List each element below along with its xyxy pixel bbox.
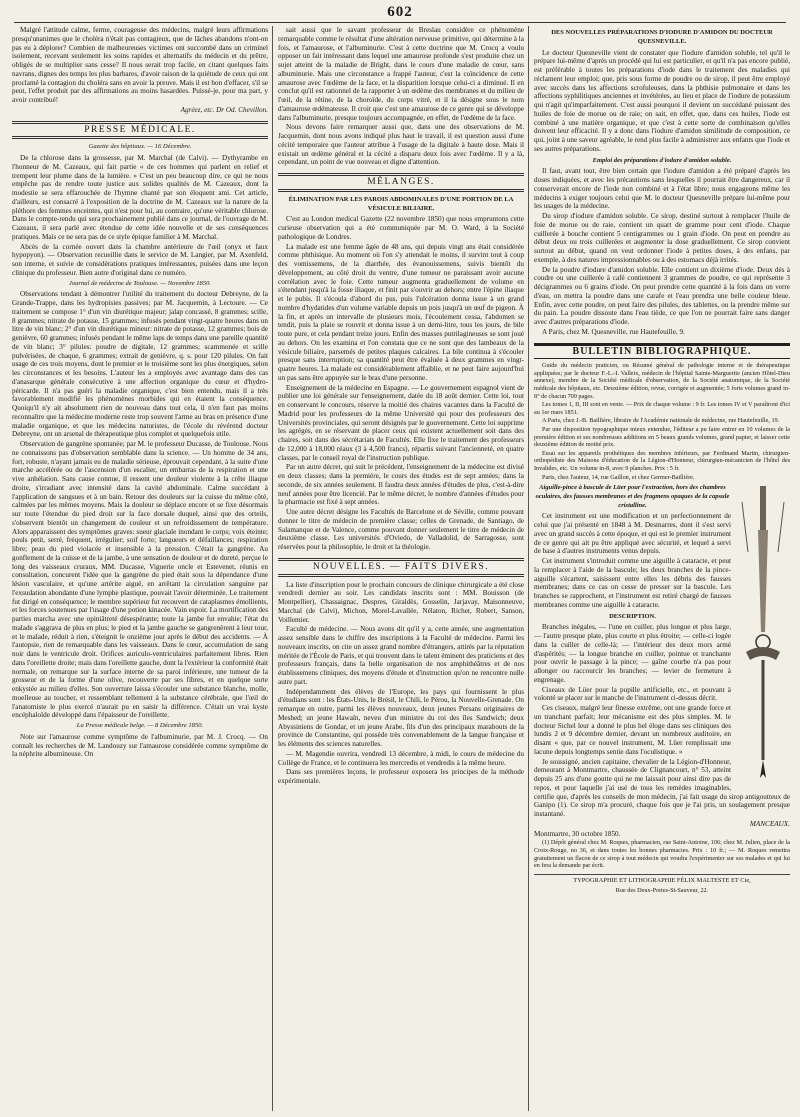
article-paragraph: Cet instrument s'introduit comme une aiguille à cataracte, et peut la remplacer à l'aide de la bascule; les deux branches de la pince-aiguille s'écartent, saisissent entre elles les débris des fausses membranes; dans ce cas on cesse de presser sur la bascule. Les branches se rapprochent, et l'instrument est retiré chargé de fausses membranes comme une aiguille à cataracte. xyxy=(534,557,731,609)
article-paragraph: Nous devons faire remarquer aussi que, dans une des observations de M. Jacquemin, dont nous avons indiqué plus haut le travail, il est question aussi d'une cécité temporaire que l'auteur attribue à l'usage de la digitale à haute dose. Mais il existait un œdème général et la cécité a disparu deux fois avec l'œdème. Il y a là, cependant, un point de vue nouveau et digne d'attention. xyxy=(278,123,524,167)
footnote: (1) Dépôt général chez M. Roques, pharmacien, rue Saint-Antoine, 106; chez M. Julien, place de la Croix-Rouge, no 36, et dans toutes les bonnes pharmacies. Prix : 10 fr.; — M. Roques remettra gratuitement un flacon de ce sirop à tout médecin qui voudra l'expérimenter sur ses malades et qui lui en fera la demande par écrit. xyxy=(534,839,790,870)
testimonial-paragraph: Je soussigné, ancien capitaine, chevalier de la Légion-d'Honneur, demeurant à Montmartre, chaussée de Clignancourt, n° 53, atteint depuis 25 ans d'une goutte qui ne me laissait pour ainsi dire pas de repos, et pour laquelle j'ai usé de tous les remèdes imaginables, certifie que, d'après les conseils de mon médecin, j'ai fait usage du sirop antigoutteux de Ganipo (1). Ce sirop m'a procuré, chaque fois que je l'ai pris, un soulagement presque instantané. xyxy=(534,757,790,819)
bibliography-entry: Paris, chez l'auteur, 14, rue Gaillon, et chez Germer-Baillière. xyxy=(542,473,695,481)
printer-address: Rue des Deux-Portes-St-Sauveur, 22. xyxy=(615,886,709,894)
article-paragraph: Cet instrument est une modification et un perfectionnement de celui que j'ai présenté en 1848 à M. Desmarres, dont il s'est servi avec un grand succès à cette époque, et qui est le premier instrument de ce genre qui ait pu être appliqué avec sécurité, et lequel a servi de base à d'autres instruments venus depuis. xyxy=(534,512,731,556)
article-paragraph: Observations tendant à démontrer l'utilité du traitement du docteur Debreyne, de la Grande-Trappe, dans les hydropisies passives; par M. Jacquemin, à Lectoure. — Ce traitement se compose 1° d'un vin diurétique majeur; jalap concassé, 8 grammes; scille, 8 grammes; nitrate de potasse, 15 grammes; infusés pendant vingt-quatre heures dans un litre de vin blanc; 2° d'un vin diurétique mineur: nitrate de potasse, 12 grammes; bois de genièvre, 60 grammes; infusés pendant le même laps de temps dans une pareille quantité de vin blanc; 3° pilules: poudre de digitale, 12 grammes; scammonée et scille pulvérisées, de chaque, 6 grammes; extrait de genièvre, q. s. pour 120 pilules. On fait usage de ces trois moyens, dont le premier et le troisième sont les plus énergiques, selon les circonstances et les besoins. L'auteur les a employés avec avantage dans des cas d'anasarque générale consécutive à une affection organique du cœur et d'hydro-péricarde. Il n'a pas guéri la maladie organique, c'est bien entendu, mais il a très favorablement modifié les phénomènes morbides qui en étaient la conséquence. Quoiqu'il n'y ait absolument rien de nouveau dans tout cela, il n'en faut pas moins reconnaître que la médecine moderne reste trop souvent l'arme au bras en présence d'une maladie organique, et que les médecins naturistes, de l'école du révérend docteur Debreyne, ont un arsenal de thérapeutique plus complet et quelquefois utile. xyxy=(12,290,268,439)
article-paragraph: Indépendamment des élèves de l'Europe, les pays qui fournissent le plus d'étudians sont : les États-Unis, le Brésil, le Chili, le Pérou, la Nouvelle-Grenade. On remarque en outre, parmi les élèves nouveaux, deux jeunes Persans originaires de Meshed; un jeune Hawaïn, neveu d'un ministre du roi des îles Sandwich; deux Abyssiniens de Gondar, et un jeune Arabe, fils d'un des principaux marabouts de la province de Constantine, qui possède très convenablement de la langue française et les éléments des sciences naturelles. xyxy=(278,687,524,748)
address-line: A Paris, chez M. Quesneville, rue Hautefeuille, 9. xyxy=(542,327,685,336)
section-title-presse: PRESSE MÉDICALE. xyxy=(12,121,268,140)
column-left xyxy=(12,26,268,1111)
article-paragraph: Note sur l'amaurose comme symptôme de l'albuminurie, par M. J. Crocq. — On connaît les recherches de M. Landouzy sur l'amaurose considérée comme symptôme de la néphrite albumineuse. On xyxy=(12,732,268,759)
article-paragraph: Enseignement de la médecine en Espagne. — Le gouvernement espagnol vient de publier une loi générale sur l'enseignement, datée du 18 août dernier. Cette loi, tout en conservant le concours, réserve la moitié des chaires vacantes dans la Faculté de Madrid pour les professeurs de la même Université qui pour des professeurs des Universités provinciales, qui seront désignés par le gouvernement. Cette loi supprime les agrégés, en se réservant de placer ceux qui existent actuellement soit dans des chaires, soit dans des sécrétariats de Facultés. Elle fixe le traitement des professeurs de 12,000 à 18,000 réaux (3 à 4,500 francs), répartis suivant l'ancienneté, en quatre classes, par le conseil royal de l'instruction publique. xyxy=(278,383,524,462)
section-title-bulletin: BULLETIN BIBLIOGRAPHIQUE. xyxy=(534,343,790,360)
article-paragraph: C'est au London medical Gazette (22 novembre 1850) que nous empruntons cette curieuse observation qui a été communiquée par M. O. Ward, à la Société pathologique de Londres. xyxy=(278,215,524,241)
article-paragraph: sait aussi que le savant professeur de Breslau considère ce phénomène remarquable comme le résultat d'une altération nerveuse primitive, qui détermine à la fois, et l'amaurose, et l'albuminurie. C'est à cette doctrine que M. Crocq a voulu opposer un fait intéressant dans lequel une amaurose profonde s'est produite chez un sujet atteint de la maladie de Bright, dans le cours d'une maladie de cœur, sans albuminurie. Mais une circonstance a frappé l'auteur, c'est la coïncidence de cette amaurose avec l'œdème de la face, et la disparition lorsque celui-ci a diminué. Il en conclut qu'il est rationnel de la rapporter à un œdème des membranes et du milieu de l'œil, de la rétine, de la choroïde, du corps vitré, et il la désigne sous le nom d'amaurose œdémateuse. Il croit que c'est une amaurose de ce genre qui se développe dans l'albuminurie, presque toujours accompagnée, en effet, de l'œdème de la face. xyxy=(278,26,524,122)
article-paragraph: Ces ciseaux, malgré leur finesse extrême, ont une grande force et un tranchant parfait; leur mécanisme est des plus simples. M. le docteur Sichel leur a donné le plus bel éloge dans ses cliniques des lundis 2 et 9 décembre dernier, devant un nombreux auditoire, en disant « que, par ce nouvel instrument, M. Lüer remplissait une lacune depuis longtemps sentie dans l'oculistique. » xyxy=(534,704,731,756)
article-paragraph: Il faut, avant tout, être bien certain que l'iodure d'amidon a été préparé d'après les doses indiquées, et avec les précautions sans lesquelles il pourrait être dangereux, car il conserverait encore de l'iode non combiné et à l'état libre; nous engageons même les médecins à exiger toujours celui que M. le docteur Quesneville prépare lui-même pour les usages de la médecine. xyxy=(534,167,790,211)
subsection-title: Emploi des préparations d'iodure d'amidon soluble. xyxy=(592,156,732,164)
printer-imprint: TYPOGRAPHIE ET LITHOGRAPHIE FÉLIX MALTESTE ET Cie, xyxy=(534,874,790,886)
column-right xyxy=(534,26,790,1111)
bibliography-entry: Essai sur les appareils prothétiques des membres inférieurs, par Ferdinand Martin, chirurgien-orthopédiste des Maisons d'éducation de la Légion-d'Honneur, chirurgien-mécanicien de l'hôtel des Invalides, etc. Un volume in-8, avec 9 planches. Prix : 5 fr. xyxy=(534,449,790,472)
article-title: ÉLIMINATION PAR LES PAROIS ABDOMINALES D'UNE PORTION DE LA VÉSICULE BILIAIRE. xyxy=(288,195,514,212)
column-middle xyxy=(278,26,524,1111)
source-heading: La Presse médicale belge. — 8 Décembre 1850. xyxy=(76,722,204,729)
intro-paragraph: Malgré l'attitude calme, ferme, courageuse des médecins, malgré leurs affirmations presqu'unanimes que le choléra n'était pas contagieux, que de lâches abandons n'ont-on pas eu à déplorer? Combien de malheureuses victimes ont succombé dans un criminel isolement, recevant seulement les soins rapides et alternatifs du médecin et du prêtre, obligés de se multiplier sans cesse? Il nous serait trop facile, en citant quelques faits navrans, dignes des temps les plus barbares, d'avoir raison de la quiétude de ceux qui ont proclamé la contagion du choléra sans en avoir la preuve. Mais il est bon d'effacer, s'il se peut, l'effet produit par des affirmations au moins hasardées. Puissé-je, pour ma part, y avoir contribué! xyxy=(12,26,268,104)
article-paragraph: Dans ses premières leçons, le professeur exposera les principes de la méthode expérimentale. xyxy=(278,768,524,785)
surgical-instrument-illustration xyxy=(736,482,790,782)
section-title-nouvelles: NOUVELLES. — FAITS DIVERS. xyxy=(278,558,524,577)
intro-signature: Agréez, etc. Dr Od. Chevillon. xyxy=(180,105,268,114)
page-number: 602 xyxy=(387,4,413,20)
article-paragraph: La liste d'inscription pour le prochain concours de clinique chirurgicale a été close vendredi dernier au soir. Les candidats inscrits sont : MM. Bouisson (de Montpellier), Chassaignac, Despres, Giraldès, Gosselin, Jarjavay, Maisonneuve, Marchal (de Calvi), Michon, Morel-Lavallée, Nélaton, Richet, Robert, Sanson, Voillemier. xyxy=(278,580,524,624)
article-paragraph: Observation de gangrène spontanée; par M. le professeur Ducasse, de Toulouse. Nous ne connaissons pas d'observation semblable dans la science. — Un homme de 34 ans, fort, robuste, n'ayant jamais eu de maladie sérieuse, éprouvait cependant, à la suite d'une marche accélérée ou de l'ascension d'un escalier, un embarras de la respiration et une vive anhélation. Sans cause connue, il ressent une douleur violente à la crête iliaque droite, s'irradiant avec intensité dans la cavité abdominale. Calme succédant à l'application de sangsues et à un bain. Retour des douleurs sur la cuisse du même côté, calmées par les mêmes moyens. Mais la douleur se déplace encore et se fixe désormais sur toute l'étendue du pied droit sur la face dorsale duquel, ainsi que des orteils, s'observent bientôt un changement de couleur et un refroidissement de température. Alors apparaissent des symptômes graves: sueur glaciale inondant le corps; voix éteinte; pouls petit, serré, fréquent, irrégulier; soif forte; langueurs et défaillances; respiration libre; peau du pied violacée et insensible à la pression. C'était la gangrène. Au gonflement de la cuisse et de la jambe, à une sensation de douleur et de dureté, perçue le long des vaisseaux cruraux, MM. Ducasse, Viguerie oncle et Estevenet, réunis en consultation, concurent l'idée que la gangrène du pied était sous la dépendance d'une lésion vasculaire, et qu'une artérite aiguë, en arrêtant la circulation sanguine par l'exsudation abondante d'une lymphe plastique, pouvait l'avoir déterminée. Le traitement fut dirigé en conséquence; le membre supérieur fut recouvert de cataplasmes émollients, et les forces soutenues par l'usage d'une potion kinacée. Vain espoir. La mortification des parties marcha avec une opiniâtreté désespérante; toute la jambe fut envahie; l'état du malade s'aggrava de plus en plus; le pied et la jambe gauche se gangrenèrent à leur tour, et le malade, réduit à rien, s'éteignit le onzième jour après le début des accidents. — À l'autopsie, rien de remarquable dans les vaisseaux. Dans le cœur, accumulation de sang noir dans le ventricule droit. Orifices auriculo-ventriculaires parfaitement libres. Rien dans l'oreillette droite; mais dans l'oreillette gauche, dont la l'extérieur la conformité était normale, on remarque sur la surface interne de sa paroi inférieure, une tumeur de la grosseur et de la forme d'une olive, recouverte par ses fibres, et en quelque sorte enkystée au milieu d'elles. Son ouverture laissa s'écouler une substance blanche, molle, moelleuse au toucher, et ressemblant tellement à la substance cérébrale, que l'œil de l'anatomiste le plus exercé n'aurait pu en saisir la différence. C'était un vrai kyste encéphaloïde développé dans l'épaisseur de l'oreillette. xyxy=(12,440,268,720)
testimonial-date: Montmartre, 30 octobre 1850. xyxy=(534,829,621,838)
bibliography-entry: Les tomes 1, II, III sont en vente. — Prix de chaque volume : 9 fr. Les tomes IV et V paraîtront d'ici au 1er mars 1851. xyxy=(534,401,790,416)
bibliography-entry: Guide du médecin praticien, ou Résumé général de pathologie interne et de thérapeutique appliquées; par le docteur F.-L.-I. Valleix, médecin de l'hôpital Sainte-Marguerite (ancien Hôtel-Dieu annexe), membre de la Société médicale d'observation, de la Société anatomique, de la Société médicale des hôpitaux, etc. Deuxième édition, revue, corrigée et augmentée; 5 forts volumes grand in-8° de chacun 700 pages. xyxy=(534,362,790,400)
article-title: Aiguille-pince à bascule de Lüer pour l'extraction, hors des chambres oculaires, des fausses membranes et des fragmens opaques de la capsule cristalline. xyxy=(535,484,730,509)
bibliography-entry: A Paris, chez J.-B. Baillière, libraire de l'Académie nationale de médecine, rue Hautefeuille, 19. xyxy=(542,417,780,425)
source-heading: Gazette des hôpitaux. — 16 Décembre. xyxy=(88,143,192,151)
article-paragraph: Par un autre décret, qui suit le précédent, l'enseignement de la médecine est divisé en deux classes; dans la première, le cours des études est de sept années; dans la seconde, de six années seulement. Il faudra deux années d'études de plus, c'est-à-dire neuf années pour être licencié. Par le même décret, le nombre d'années d'études pour la pharmacie est fixé à sept années. xyxy=(278,463,524,507)
article-paragraph: Du sirop d'iodure d'amidon soluble. Ce sirop, destiné surtout à remplacer l'huile de foie de morue ou de raie, contient un quart de gramme pour cent d'iode. Chaque cuillerée à bouche contient 5 centigrammes ou 1 grain d'iode. On peut en prendre au début deux ou trois cuillerées et augmenter la dose graduellement. Ce sirop convient surtout au début, quand on veut ordonner l'iode à petites doses, à des enfans, par exemple, à des natures impressionnables ou à des estomacs déjà irrités. xyxy=(534,212,790,264)
header-rule xyxy=(14,22,786,23)
article-paragraph: Une autre décret désigne les Facultés de Barcelone et de Séville, comme pouvant donner le titre de médecin de première classe; celles de Grenade, de Santiago, de Salamanque et de Valence, comme pouvant donner seulement le titre de médecin de deuxième classe. Les universités d'Oviedo, de Valladolid, de Sarragosse, sont réservées pour la philosophie, le droit et la théologie. xyxy=(278,508,524,551)
article-title: DES NOUVELLES PRÉPARATIONS D'IODURE D'AMIDON DU DOCTEUR QUESNEVILLE. xyxy=(551,29,773,45)
section-title-melanges: MÉLANGES. xyxy=(278,173,524,192)
article-paragraph: De la poudre d'iodure d'amidon soluble. Elle contient un dixième d'iode. Deux dés à coudre ou une cuillerée à café contiennent 3 grammes de poudre, ce qui représente 3 décigrammes ou 6 grains d'iode. On peut prendre cette quantité à la fois dans un verre d'eau, on mettra la poudre dans une carafe et l'eau prendra une belle couleur bleue. Enfin, avec cette poudre, on peut faire des pilules, des tablettes, ou la prendre même sur du pain. La poudre dissoute dans l'eau tiède, ce que l'on ne pourrait faire sans danger avec d'autres préparations d'iode. xyxy=(534,265,790,326)
article-paragraph: Le docteur Quesneville vient de constater que l'iodure d'amidon soluble, tel qu'il le prépare lui-même d'après un procédé qui lui est particulier, et qu'il n'a pas encore publié, est préférable à toutes les préparations d'iode dans le traitement des maladies qui réclament leur emploi; que, pris sous forme de poudre ou de sirop, il peut être employé avec succès dans les affections scrofuleuses, dans la phthisie pulmonaire et dans les affections syphilitiques anciennes et invétérées, au lieu et place de l'iodure de potassium qui n'agit qu'imparfaitement. C'est aussi pourquoi il devient un succédané puissant des huiles de foie de morue ou de raie; on sait, en effet, que, dans ces huiles, l'iode est combiné à une matière organique, et que c'est à cette sorte de combinaison qu'elles doivent leur efficacité. Il y a donc dans l'iodure d'amidon similitude de composition, ce qui, joint à une saveur agréable, le rend plus facile à administrer aux enfants que l'iode et ses autres préparations. xyxy=(534,48,790,153)
article-paragraph: La malade est une femme âgée de 48 ans, qui depuis vingt ans était considérée comme phthisique. Au moment où l'on s'y attendait le moins, il survint tout à coup des vomissemens, de la diarrhée, des évanouissemens, suivis bientôt du développement, au côté droit du ventre, d'une tumeur ne paraissant avoir aucune corrélation avec le foie. Cette tumeur augmenta graduellement de volume en s'étendant jusqu'à la fosse iliaque, et finit par s'ouvrir au dehors; entre l'épine iliaque et le pubis. Il s'écoula d'abord du pus, puis l'ulcération donna issue à un grand nombre d'hydatides d'un volume variable depuis un pois jusqu'à un œuf de pigeon. À la fin, et après un intervalle de plusieurs mois, l'écoulement cessa, l'abdomen se tendit, puis la plaie se rouvrit et donna issue à un demi-litre, tous les jours, de bile toute pure, et cela pendant treize jours. Enfin des masses putrilagineuses se sont joué au dehors. On les examina et l'on constata que ce ne sont que des lambeaux de la vésicule biliaire, parsemés de petites plaques calcaires. La bile continua à s'écouler presque sans interruption; sa quantité peut être évaluée à deux grammes en vingt-quatre heures. La malade est considérablement affaiblie, et ne peut faire aujourd'hui un pas sans être appuyée sur le bras d'une personne. xyxy=(278,242,524,382)
testimonial-signature: MANCEAUX. xyxy=(749,819,790,828)
subsection-title: DESCRIPTION. xyxy=(609,612,656,620)
article-paragraph: Ciseaux de Lüer pour la pupille artificielle, etc., et pouvant à volonté se placer sur le manche de l'instrument ci-dessus décrit. xyxy=(534,685,731,703)
column-divider xyxy=(528,26,529,1111)
article-paragraph: De la chlorose dans la grossesse, par M. Marchal (de Calvi). — Dythyrambe en l'honneur de M. Cazeaux, qui fait partie « de ces hommes qui parlent en relief et trempent leur plume dans de la lumière. » C'est un peu beaucoup dire, ce qui ne nous empêche pas de rendre toute justice aux solides qualités de M. Cazeaux, dont la modestie se sera effarouchée de l'hymne chanté par son éloquent ami. Cet article, d'ailleurs, est consacré à l'exposition de la doctrine de M. Cazeaux sur la nature de la pléthore des femmes enceintes, qui n'est pour lui, au contraire, qu'une véritable chlorose. Dans le compte-rendu qui sera prochainement publié dans ce journal, de l'ouvrage de M. Cazeaux, il sera parlé avec étendue de cette idée nouvelle et de ses conséquences pratiques. Mais ce ne sera pas de ce style épique familier à M. Marchal. xyxy=(12,154,268,241)
source-heading: Journal de médecine de Toulouse. — Novembre 1850. xyxy=(68,279,212,287)
bibliography-entry: Par une disposition typographique mieux entendue, l'éditeur a pu faire entrer en 10 volumes de la première édition et ses nombreuses additions en 5 beaux grands volumes, grand papier, et laisser cette deuxième édition de moitié prix. xyxy=(534,426,790,449)
article-paragraph: Faculté de médecine. — Nous avons dit qu'il y a, cette année, une augmentation assez sensible dans le chiffre des inscriptions à la Faculté de médecine. Parmi les nouveaux inscrits, on cite un assez grand nombre d'étrangers, attirés par la réputation méritée de l'École de Paris, et qui trouvent dans le talent éminent des praticiens et des professeurs français, dans la belle organisation de nos amphithéâtres et de nos établissemens cliniques, des moyens d'étude et d'instruction qu'on ne rencontre nulle autre part. xyxy=(278,625,524,686)
article-paragraph: Branches inégales, — l'une en cuiller, plus longue et plus large, — l'autre presque plate, plus courte et plus étroite; — celle-ci logée dans la cuiller de celle-là; — l'intérieur des deux mors armé d'aspérités; — la longue branche en cuiller, pointue et tranchante pour ouvrir le passage à la pince; — gaîne courbe n'a pas pour allonger ou raccourcir les branches; — levier de fermeture à engrenage. xyxy=(534,623,731,684)
column-divider xyxy=(272,26,273,1111)
article-paragraph: — M. Magendie ouvrira, vendredi 13 décembre, à midi, le cours de médecine du Collège de France, et le continuera les mercredis et vendredis à la même heure. xyxy=(278,749,524,767)
article-paragraph: Abcès de la cornée ouvert dans la chambre antérieure de l'œil (onyx et faux hypopyon). — Observation recueillie dans le service de M. Langier, par M. Axenfeld, son interne, et suivie de considérations pratiques intéressantes, puisées dans une leçon clinique du professeur. Bien autre d'original dans ce numéro. xyxy=(12,242,268,277)
